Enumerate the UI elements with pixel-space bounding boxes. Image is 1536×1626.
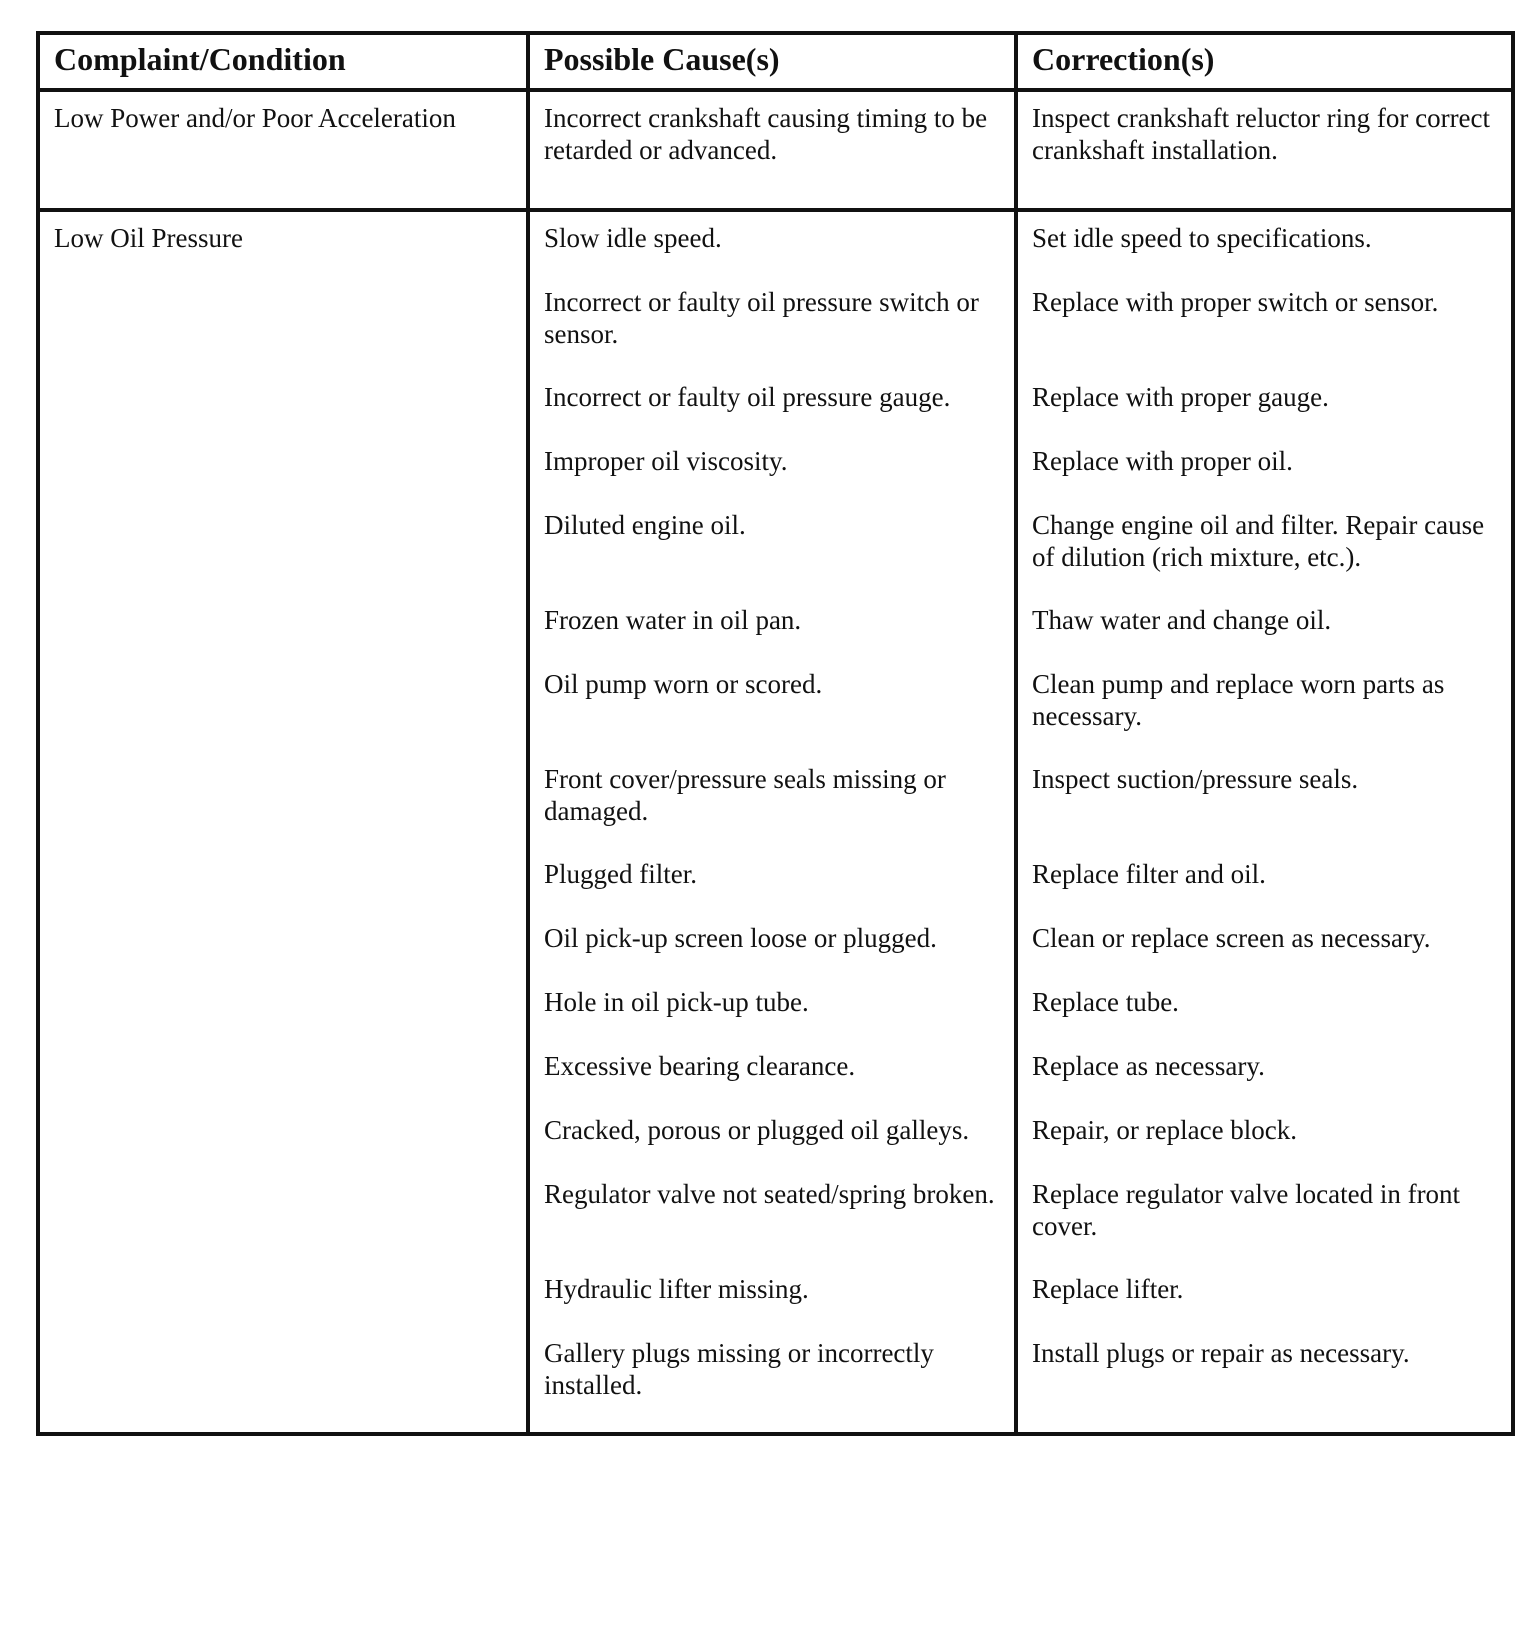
cause-text: Hydraulic lifter missing. bbox=[544, 1274, 809, 1304]
condition-cell: Low Oil Pressure bbox=[38, 210, 528, 1434]
cause-text: Plugged filter. bbox=[544, 859, 697, 889]
correction-text: Replace with proper switch or sensor. bbox=[1032, 287, 1439, 317]
correction-text: Replace regulator valve located in front cover. bbox=[1032, 1179, 1461, 1241]
correction-text: Install plugs or repair as necessary. bbox=[1032, 1338, 1410, 1368]
table-row bbox=[38, 90, 1513, 210]
header-correction: Correction(s) bbox=[1016, 33, 1513, 90]
correction-text: Replace with proper gauge. bbox=[1032, 382, 1329, 412]
correction-text: Replace lifter. bbox=[1032, 1274, 1184, 1304]
cause-text: Gallery plugs missing or incorrectly installed. bbox=[544, 1338, 934, 1400]
correction-text: Thaw water and change oil. bbox=[1032, 605, 1332, 635]
correction-cell bbox=[1016, 210, 1513, 1434]
cause-text: Incorrect crankshaft causing timing to be retarded or advanced. bbox=[544, 103, 988, 165]
cause-text: Improper oil viscosity. bbox=[544, 446, 788, 476]
cause-text: Slow idle speed. bbox=[544, 223, 722, 253]
cause-text: Incorrect or faulty oil pressure switch or sensor. bbox=[544, 287, 979, 349]
table-row bbox=[38, 210, 1513, 1434]
correction-text: Clean pump and replace worn parts as necessary. bbox=[1032, 669, 1445, 731]
cause-text: Diluted engine oil. bbox=[544, 510, 746, 540]
correction-text: Clean or replace screen as necessary. bbox=[1032, 923, 1431, 953]
header-row bbox=[38, 33, 1513, 90]
correction-text: Set idle speed to specifications. bbox=[1032, 223, 1372, 253]
correction-text: Repair, or replace block. bbox=[1032, 1115, 1298, 1145]
cause-text: Cracked, porous or plugged oil galleys. bbox=[544, 1115, 970, 1145]
correction-text: Change engine oil and filter. Repair cause of dilution (rich mixture, etc.). bbox=[1032, 510, 1485, 572]
correction-cell bbox=[1016, 90, 1513, 210]
correction-text: Inspect suction/pressure seals. bbox=[1032, 764, 1359, 794]
diagnosis-table bbox=[36, 31, 1515, 1436]
correction-text: Replace as necessary. bbox=[1032, 1051, 1265, 1081]
cause-text: Incorrect or faulty oil pressure gauge. bbox=[544, 382, 951, 412]
cause-text: Front cover/pressure seals missing or damaged. bbox=[544, 764, 946, 826]
correction-text: Inspect crankshaft reluctor ring for correct crankshaft installation. bbox=[1032, 103, 1491, 165]
cause-cell bbox=[528, 210, 1016, 1434]
cause-text: Excessive bearing clearance. bbox=[544, 1051, 856, 1081]
condition-cell: Low Power and/or Poor Acceleration bbox=[38, 90, 528, 210]
cause-text: Hole in oil pick-up tube. bbox=[544, 987, 809, 1017]
correction-text: Replace with proper oil. bbox=[1032, 446, 1293, 476]
cause-cell bbox=[528, 90, 1016, 210]
header-cause: Possible Cause(s) bbox=[528, 33, 1016, 90]
correction-text: Replace tube. bbox=[1032, 987, 1179, 1017]
cause-text: Regulator valve not seated/spring broken. bbox=[544, 1179, 995, 1209]
cause-text: Oil pump worn or scored. bbox=[544, 669, 823, 699]
correction-text: Replace filter and oil. bbox=[1032, 859, 1266, 889]
cause-text: Frozen water in oil pan. bbox=[544, 605, 802, 635]
header-complaint: Complaint/Condition bbox=[38, 33, 528, 90]
cause-text: Oil pick-up screen loose or plugged. bbox=[544, 923, 937, 953]
